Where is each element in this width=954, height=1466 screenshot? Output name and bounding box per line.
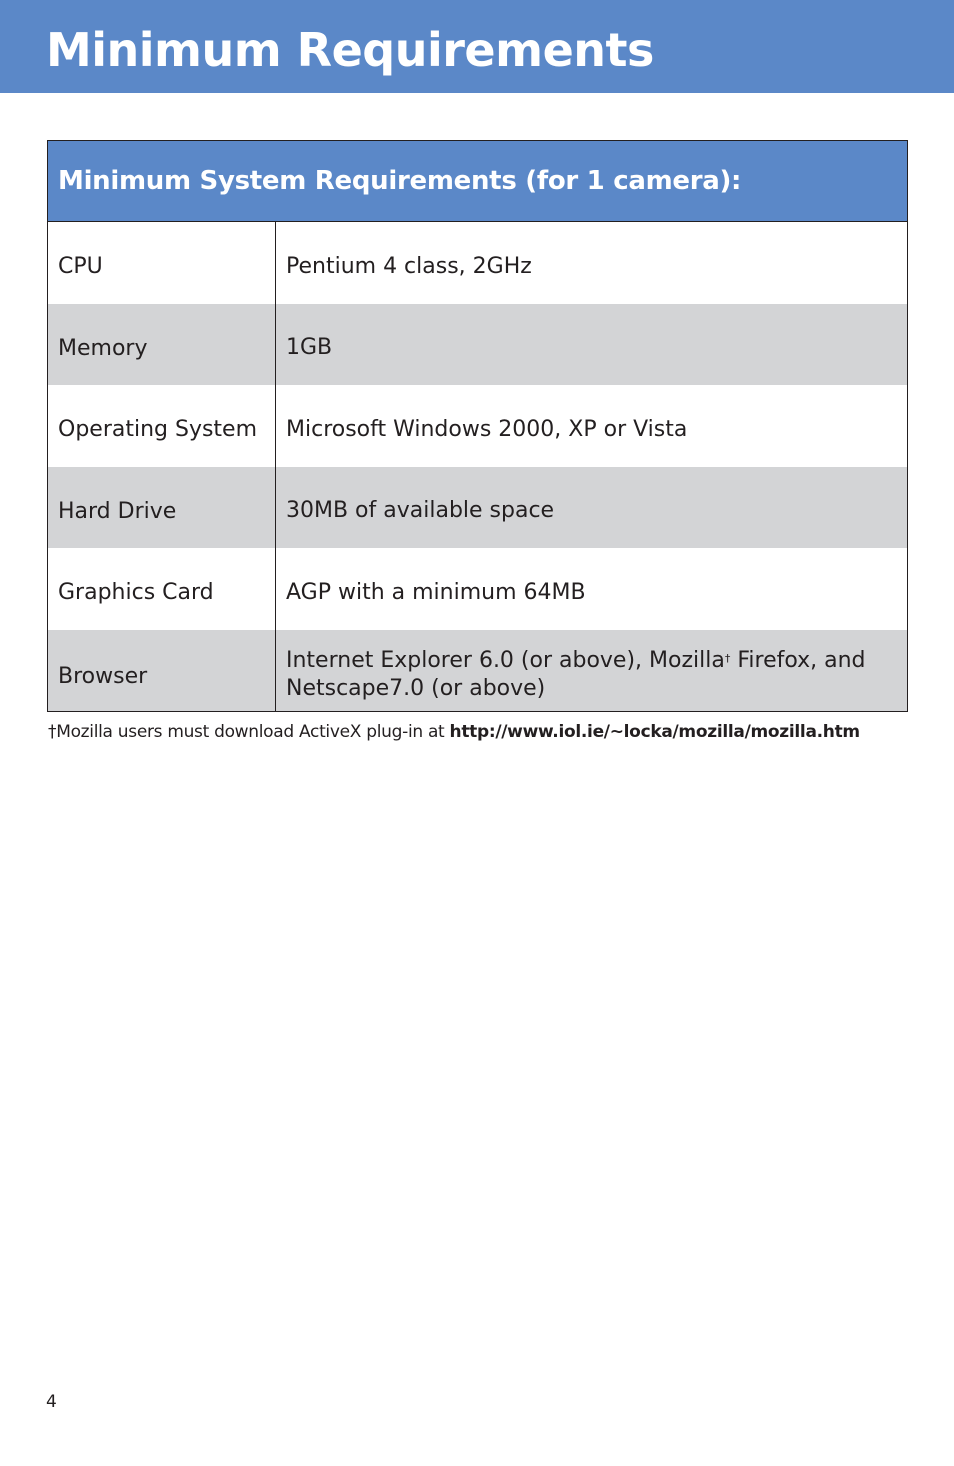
table-header-text: Minimum System Requirements (for 1 camera): <box>58 166 742 196</box>
row-value: AGP with a minimum 64MB <box>286 579 586 605</box>
table-row-hard-drive <box>48 467 907 549</box>
row-value <box>276 630 907 712</box>
table-row-graphics-card <box>48 548 907 630</box>
row-label: Memory <box>48 304 276 386</box>
table-row-browser <box>48 630 907 712</box>
browser-value-stack <box>286 647 866 703</box>
browser-value-part-2: Firefox, and <box>730 648 866 673</box>
row-value: Pentium 4 class, 2GHz <box>286 253 532 279</box>
page-number: 4 <box>46 1392 57 1412</box>
row-value: 1GB <box>286 335 333 361</box>
table-header <box>48 141 907 222</box>
table-row-operating-system <box>48 385 907 467</box>
page-title: Minimum Requirements <box>46 23 654 77</box>
browser-value-line-2: Netscape7.0 (or above) <box>286 676 546 701</box>
row-value: 30MB of available space <box>286 498 555 524</box>
footnote-text: †Mozilla users must download ActiveX plug-in at <box>48 722 450 742</box>
browser-value-part-1: Internet Explorer 6.0 (or above), Mozilla <box>286 648 725 673</box>
table-row-cpu <box>48 222 907 304</box>
row-label: Hard Drive <box>48 467 276 549</box>
row-value: Microsoft Windows 2000, XP or Vista <box>286 416 688 442</box>
footnote <box>48 722 860 742</box>
row-label: Browser <box>48 630 276 712</box>
requirements-table <box>47 140 908 712</box>
table-row-memory <box>48 304 907 386</box>
browser-value-line-1 <box>286 647 866 675</box>
row-label: CPU <box>48 222 276 304</box>
row-label: Operating System <box>48 385 276 467</box>
title-banner <box>0 0 954 93</box>
dagger-mark: † <box>724 652 731 665</box>
footnote-url: http://www.iol.ie/~locka/mozilla/mozilla.htm <box>449 722 860 742</box>
row-label: Graphics Card <box>48 548 276 630</box>
